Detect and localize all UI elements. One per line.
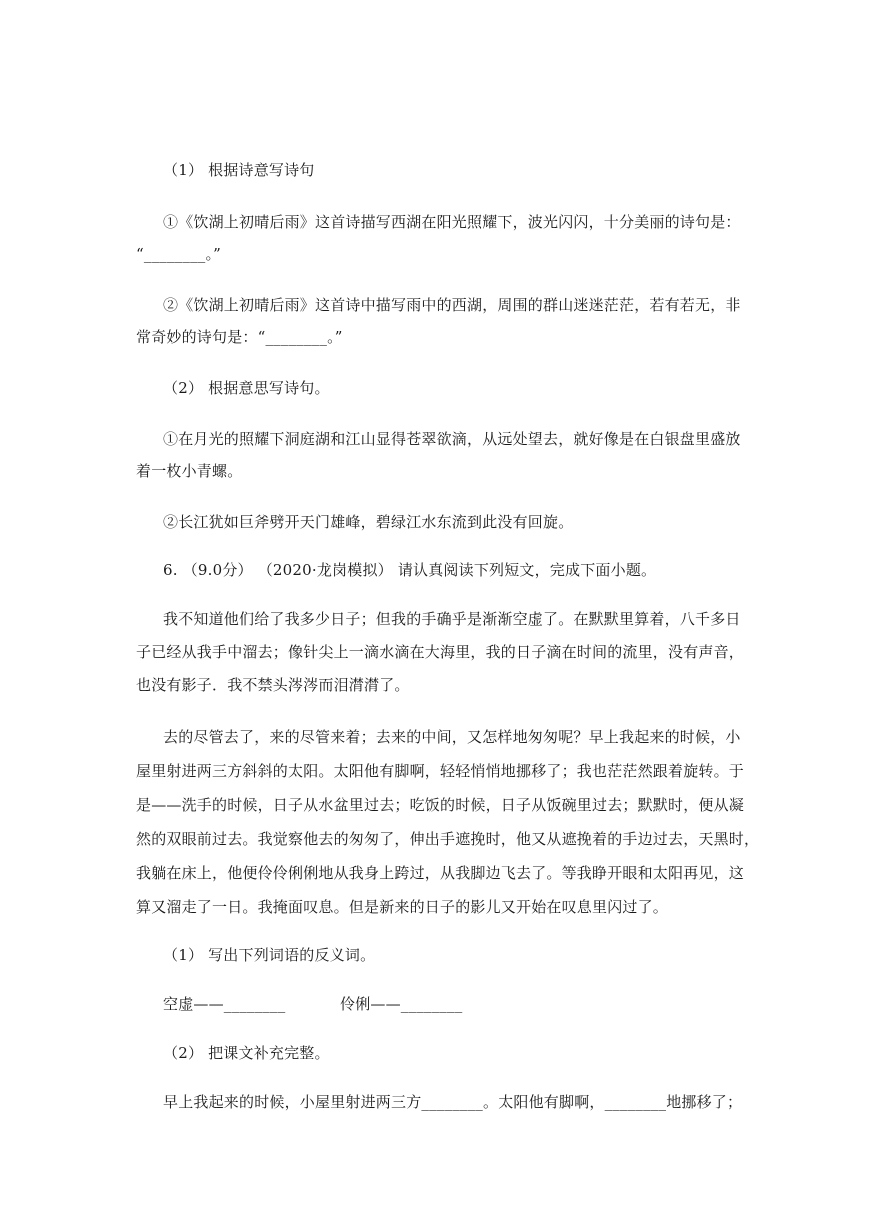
passage-line: 子已经从我手中溜去；像针尖上一滴水滴在大海里，我的日子滴在时间的流里，没有声音，: [136, 643, 745, 661]
passage-line: 是——洗手的时候，日子从水盆里过去；吃饭的时候，日子从饭碗里过去；默默时，便从凝: [136, 796, 745, 814]
question-text: ②长江犹如巨斧劈开天门雄峰，碧绿江水东流到此没有回旋。: [163, 513, 574, 531]
question-text: ②《饮湖上初晴后雨》这首诗中描写雨中的西湖，周围的群山迷迷茫茫，若有若无，非: [163, 296, 741, 314]
passage-line: 我躺在床上，他便伶伶俐俐地从我身上跨过，从我脚边飞去了。等我睁开眼和太阳再见，这: [136, 864, 745, 882]
passage-line: 也没有影子．我不禁头涔涔而泪潸潸了。: [136, 676, 410, 694]
question-text: 着一枚小青螺。: [136, 462, 243, 480]
passage-line: 我不知道他们给了我多少日子；但我的手确乎是渐渐空虚了。在默默里算着，八千多日: [163, 610, 741, 628]
answer-blank-line: “________。”: [136, 245, 222, 263]
passage-line: 然的双眼前过去。我觉察他去的匆匆了，伸出手遮挽时，他又从遮挽着的手边过去，天黑时，: [136, 830, 760, 848]
question-text: 常奇妙的诗句是：“________。”: [136, 328, 343, 346]
subquestion-2-heading: （2） 根据意思写诗句。: [163, 379, 330, 397]
subquestion-2-heading: （2） 把课文补充完整。: [163, 1044, 330, 1062]
subquestion-1-heading: （1） 写出下列词语的反义词。: [163, 946, 376, 964]
fill-in-line: 早上我起来的时候，小屋里射进两三方________。太阳他有脚啊，________地挪移了；: [163, 1093, 743, 1111]
question-6-header: 6. （9.0分） （2020·龙岗模拟） 请认真阅读下列短文，完成下面小题。: [163, 561, 657, 579]
passage-line: 屋里射进两三方斜斜的太阳。太阳他有脚啊，轻轻悄悄地挪移了；我也茫茫然跟着旋转。于: [136, 762, 745, 780]
subquestion-1-heading: （1） 根据诗意写诗句: [163, 161, 315, 179]
passage-line: 算又溜走了一日。我掩面叹息。但是新来的日子的影儿又开始在叹息里闪过了。: [136, 898, 669, 916]
antonym-item-2: 伶俐——________: [340, 995, 463, 1013]
question-text: ①《饮湖上初晴后雨》这首诗描写西湖在阳光照耀下，波光闪闪，十分美丽的诗句是：: [163, 213, 741, 231]
question-text: ①在月光的照耀下洞庭湖和江山显得苍翠欲滴，从远处望去，就好像是在白银盘里盛放: [163, 430, 741, 448]
passage-line: 去的尽管去了，来的尽管来着；去来的中间，又怎样地匆匆呢？早上我起来的时候，小: [163, 728, 741, 746]
antonym-item-1: 空虚——________: [163, 995, 286, 1013]
